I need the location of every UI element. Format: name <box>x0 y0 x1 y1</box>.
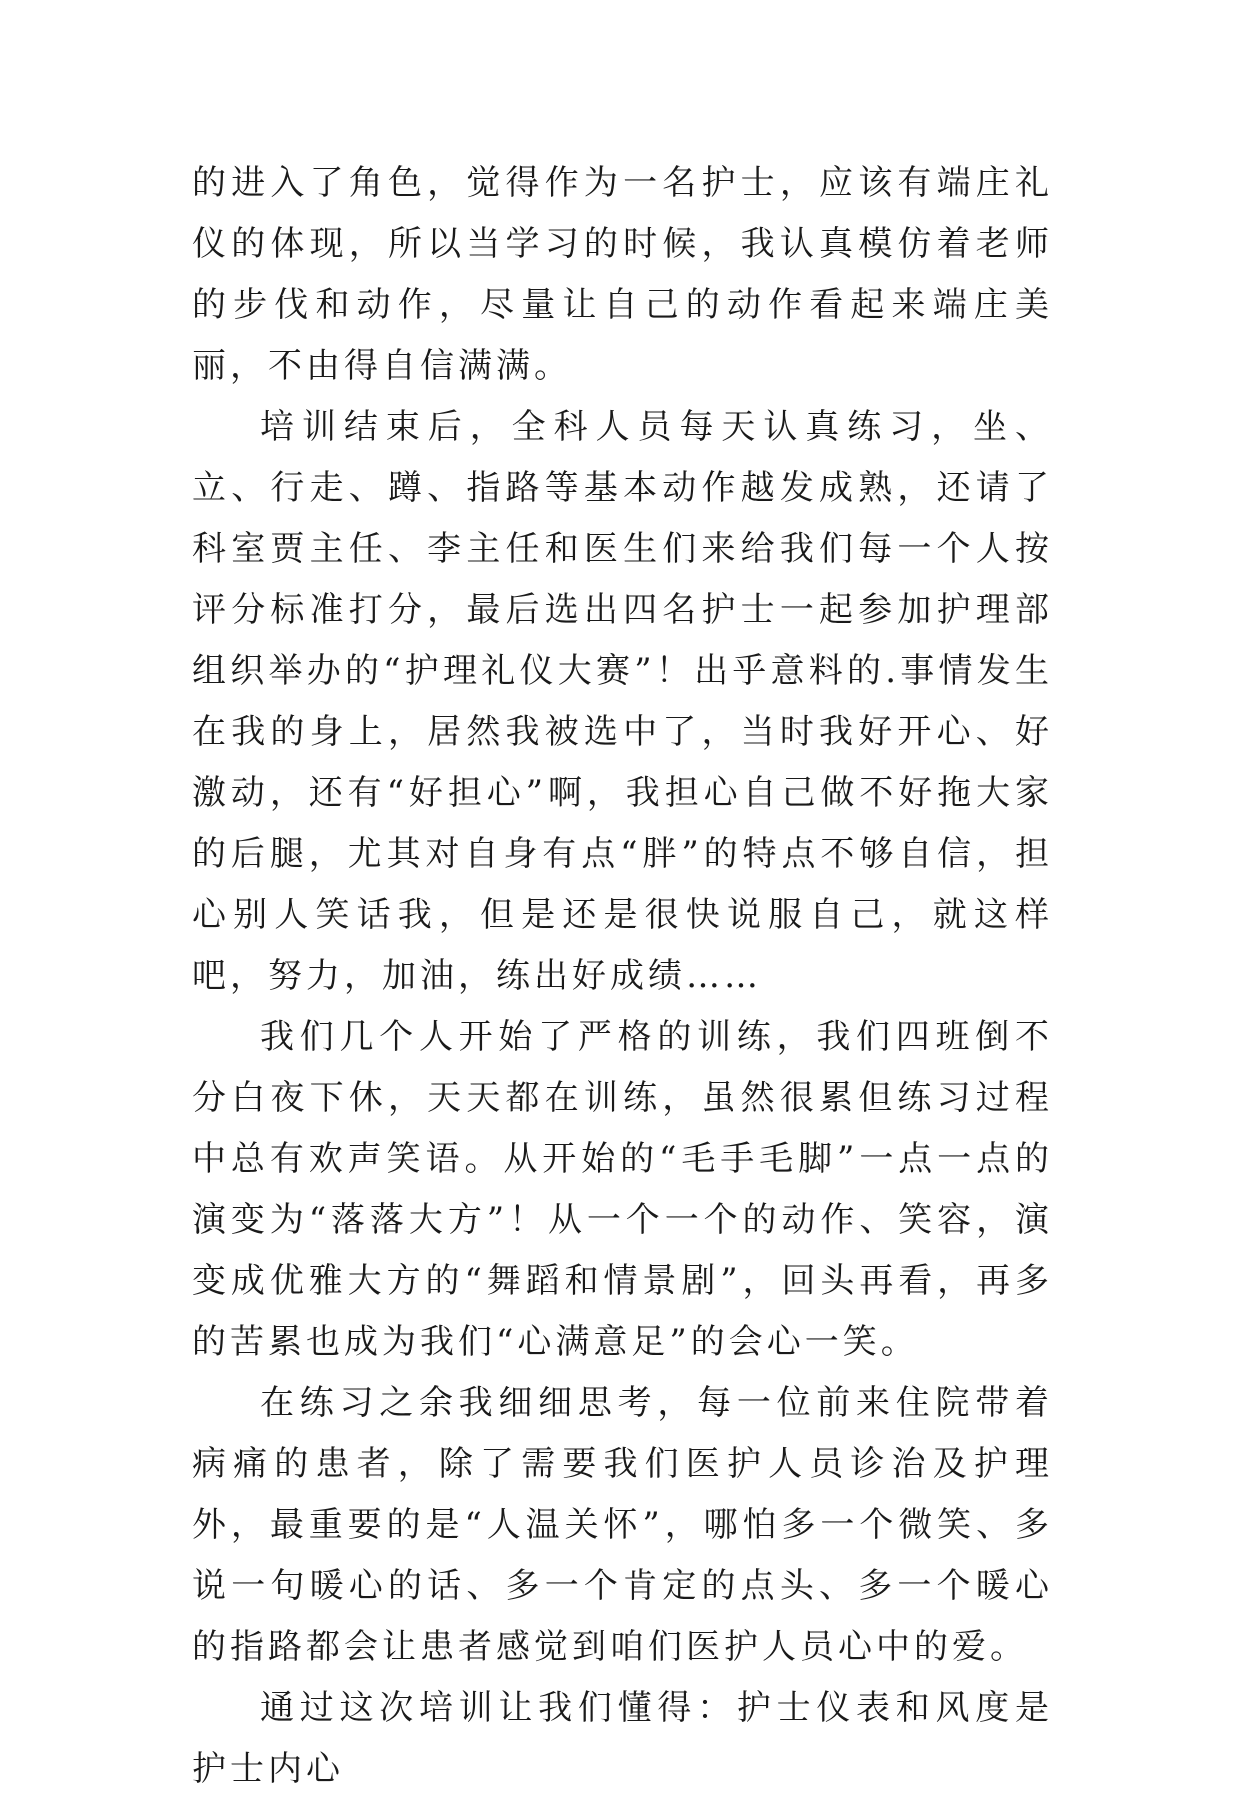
paragraph-lessons: 通过这次培训让我们懂得：护士仪表和风度是护士内心 <box>192 1688 1053 1789</box>
paragraph-continuation: 的进入了角色，觉得作为一名护士，应该有端庄礼仪的体现，所以当学习的时候，我认真模仿着老师的步伐和动作，尽量让自己的动作看起来端庄美丽，不由得自信满满。 <box>192 163 1053 386</box>
paragraph-rigorous-training: 我们几个人开始了严格的训练，我们四班倒不分白夜下休，天天都在训练，虽然很累但练习过程中总有欢声笑语。从开始的“毛手毛脚”一点一点的演变为“落落大方”！从一个一个的动作、笑容，演变成优雅大方的“舞蹈和情景剧”，回头再看，再多的苦累也成为我们“心满意足”的会心一笑。 <box>192 1017 1053 1362</box>
document-body <box>192 153 1053 1800</box>
paragraph-reflection: 在练习之余我细细思考，每一位前来住院带着病痛的患者，除了需要我们医护人员诊治及护理外，最重要的是“人温关怀”，哪怕多一个微笑、多说一句暖心的话、多一个肯定的点头、多一个暖心的指路都会让患者感觉到咱们医护人员心中的爱。 <box>192 1383 1053 1667</box>
paragraph-training-aftermath: 培训结束后，全科人员每天认真练习，坐、立、行走、蹲、指路等基本动作越发成熟，还请了科室贾主任、李主任和医生们来给我们每一个人按评分标准打分，最后选出四名护士一起参加护理部组织举办的“护理礼仪大赛”！出乎意料的.事情发生在我的身上，居然我被选中了，当时我好开心、好激动，还有“好担心”啊，我担心自己做不好拖大家的后腿，尤其对自身有点“胖”的特点不够自信，担心别人笑话我，但是还是很快说服自己，就这样吧，努力，加油，练出好成绩…… <box>192 407 1053 996</box>
